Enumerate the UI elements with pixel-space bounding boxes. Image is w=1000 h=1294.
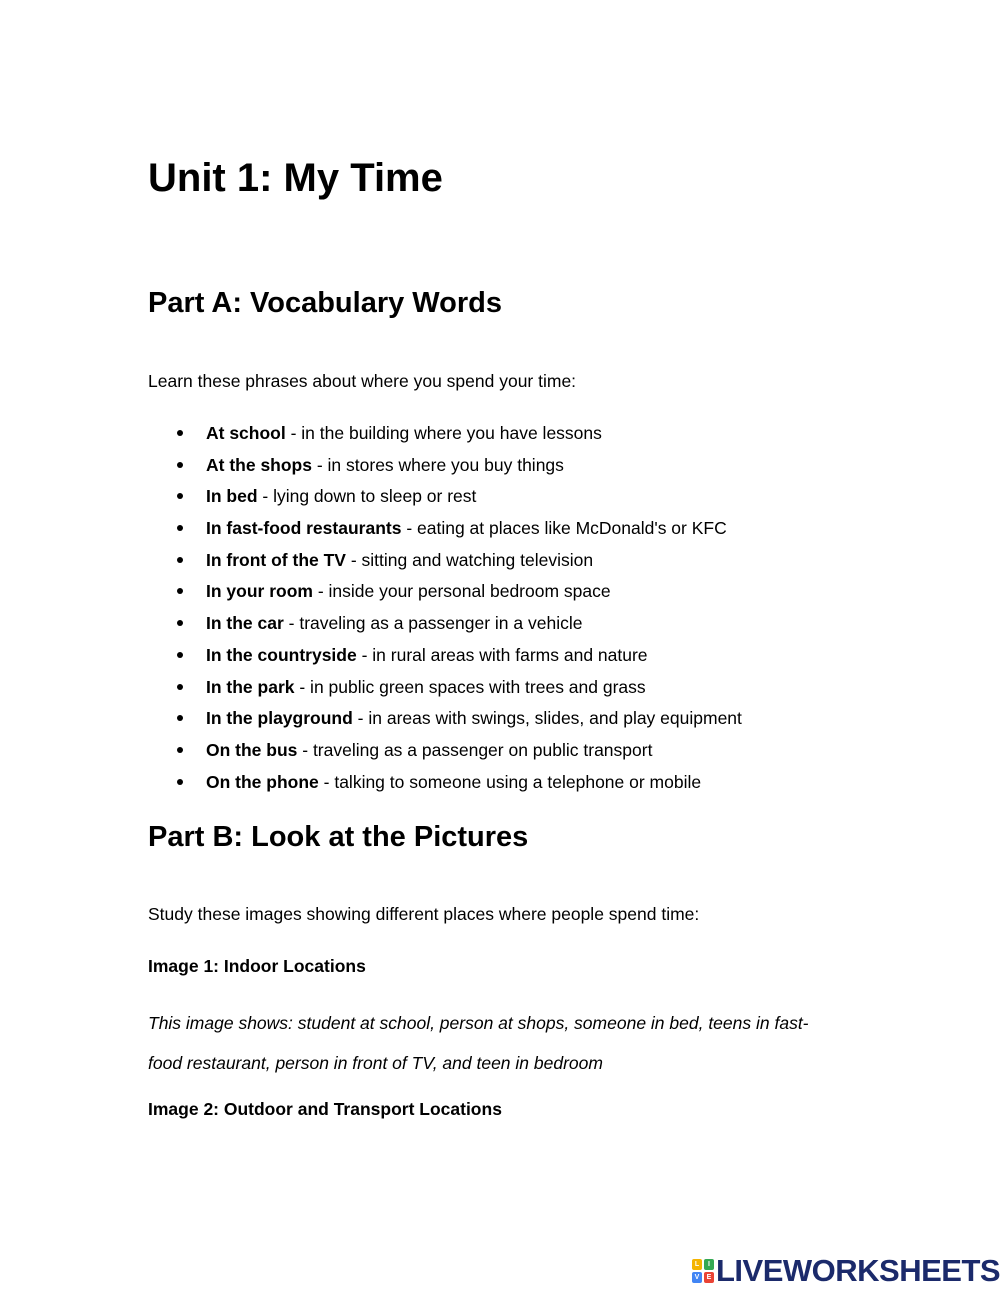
vocabulary-term: In your room [206, 581, 313, 602]
vocabulary-definition: - in rural areas with farms and nature [356, 644, 648, 665]
part-a-intro: Learn these phrases about where you spend your time: [148, 371, 577, 391]
vocabulary-definition: - in public green spaces with trees and grass [294, 676, 646, 697]
bullet-icon [177, 684, 183, 690]
vocabulary-item [148, 737, 742, 769]
vocabulary-definition: - in stores where you buy things [311, 454, 564, 475]
vocabulary-item [148, 642, 742, 674]
vocabulary-definition: - talking to someone using a telephone or mobile [318, 771, 702, 792]
vocabulary-term: In the countryside [206, 644, 357, 665]
bullet-icon [177, 620, 183, 626]
vocabulary-item [148, 610, 742, 642]
bullet-icon [177, 588, 183, 594]
vocabulary-term: At school [206, 423, 286, 443]
vocabulary-definition: - traveling as a passenger in a vehicle [283, 613, 583, 634]
bullet-icon [177, 715, 183, 721]
logo-mark-icon [692, 1259, 714, 1283]
part-b-intro: Study these images showing different places where people spend time: [148, 904, 700, 924]
vocabulary-definition: - traveling as a passenger on public transport [297, 739, 653, 760]
bullet-icon [177, 462, 183, 468]
vocabulary-item [148, 452, 742, 484]
vocabulary-item [148, 705, 742, 737]
vocabulary-item [148, 547, 742, 579]
bullet-icon [177, 779, 183, 785]
vocabulary-definition: - sitting and watching television [345, 549, 594, 570]
bullet-icon [177, 493, 183, 499]
vocabulary-item [148, 515, 742, 547]
vocabulary-definition: - lying down to sleep or rest [257, 486, 477, 507]
vocabulary-list [148, 420, 742, 800]
vocabulary-definition: - inside your personal bedroom space [312, 581, 611, 602]
vocabulary-term: In fast-food restaurants [206, 518, 402, 539]
image-1-description: This image shows: student at school, person at shops, someone in bed, teens in fast-food restaurant, person in front of TV, and teen in bedroom [148, 1013, 809, 1073]
vocabulary-term: In bed [206, 486, 258, 507]
vocabulary-definition: - eating at places like McDonald's or KFC [401, 518, 727, 539]
vocabulary-term: In the car [206, 613, 284, 634]
vocabulary-item [148, 674, 742, 706]
bullet-icon [177, 747, 183, 753]
part-b-heading: Part B: Look at the Pictures [148, 821, 529, 853]
logo-text: LIVEWORKSHEETS [716, 1253, 1000, 1288]
image-1-label: Image 1: Indoor Locations [148, 956, 366, 976]
bullet-icon [177, 557, 183, 563]
logo-mark-tile: E [704, 1272, 714, 1283]
vocabulary-item [148, 578, 742, 610]
vocabulary-term: At the shops [206, 454, 312, 475]
vocabulary-term: In the park [206, 676, 295, 697]
logo-mark-tile: L [692, 1259, 702, 1270]
vocabulary-item [148, 483, 742, 515]
bullet-icon [177, 525, 183, 531]
vocabulary-item [148, 420, 742, 452]
part-a-heading: Part A: Vocabulary Words [148, 287, 502, 319]
logo-mark-tile: V [692, 1272, 702, 1283]
vocabulary-term: In the playground [206, 708, 353, 729]
vocabulary-item [148, 769, 742, 801]
vocabulary-definition: - in areas with swings, slides, and play equipment [352, 708, 742, 729]
vocabulary-term: In front of the TV [206, 549, 346, 570]
vocabulary-term: On the bus [206, 739, 298, 760]
bullet-icon [177, 430, 183, 436]
image-2-label: Image 2: Outdoor and Transport Locations [148, 1099, 502, 1119]
bullet-icon [177, 652, 183, 658]
vocabulary-definition: - in the building where you have lessons [285, 423, 602, 443]
vocabulary-term: On the phone [206, 771, 319, 792]
logo-mark-tile: I [704, 1259, 714, 1270]
page-title: Unit 1: My Time [148, 156, 443, 200]
liveworksheets-logo [692, 1254, 1000, 1288]
